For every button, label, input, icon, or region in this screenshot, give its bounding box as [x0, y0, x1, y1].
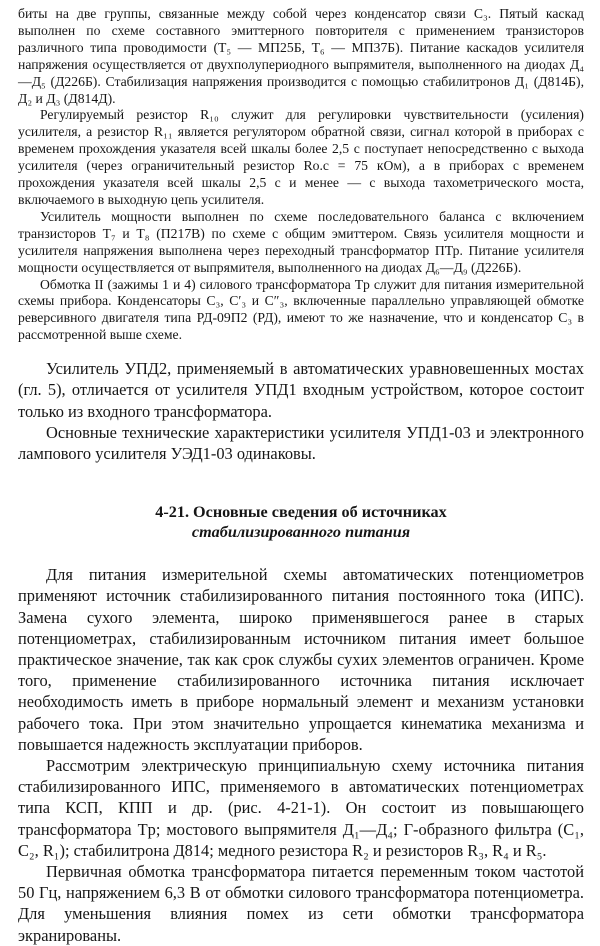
paragraph-characteristics: Основные технические характеристики усилителя УПД1-03 и электронного лампового усилителя УЭД1-03 одинаковы. — [18, 422, 584, 463]
paragraph-power-amplifier: Усилитель мощности выполнен по схеме последовательного баланса с включением транзисторов T₇ и T₈ (П217В) по схеме с общим эмиттером. Связь усилителя мощности и усилителя напряжения выполнена через переходный трансформатор ПТр. Питание усилителя мощности осуществляется от выпрямителя, выполненного на диодах Д₆—Д₉ (Д226Б). — [18, 208, 584, 275]
main-text-top — [18, 358, 584, 464]
paragraph-ips-circuit: Рассмотрим электрическую принципиальную схему источника питания стабилизированного ИПС, применяемого в автоматических потенциометрах типа КСП, КПП и др. (рис. 4-21-1). Он состоит из повышающего трансформатора Tр; мостового выпрямителя Д₁—Д₄; Г-образного фильтра (C₁, C₂, R₁); стабилитрона Д814; медного резистора R₂ и резисторов R₃, R₄ и R₅. — [18, 755, 584, 860]
section-title: 4-21. Основные сведения об источниках — [155, 503, 447, 522]
paragraph-amplifier-cascades: биты на две группы, связанные между собой через конденсатор связи C₃. Пятый каскад выполнен по схеме составного эмиттерного повторителя с применением транзисторов различного типа проводимости (T₅ — МП25Б, T₆ — МП37Б). Питание каскадов усилителя напряжения осуществляется от двухполупериодного выпрямителя, выполненного на диодах Д₄—Д₅ (Д226Б). Стабилизация напряжения производится с помощью стабилитронов Д₁ (Д814Б), Д₂ и Д₃ (Д814Д). — [18, 6, 584, 106]
small-print-block — [18, 6, 584, 344]
main-text-bottom — [18, 564, 584, 946]
paragraph-sensitivity-regulation: Регулируемый резистор R₁₀ служит для регулировки чувствительности (усиления) усилителя, а резистор R₁₁ является регулятором обратной связи, сигнал которой в приборах с временем прохождения указателя всей шкалы более 2,5 с поступает непосредственно с выхода усилителя (через ограничительный резистор Rо.с = 75 кОм), а в приборах с временем прохождения указателя всей шкалы 2,5 с и менее — с выхода тахометрического моста, включаемого в выходную цепь усилителя. — [18, 107, 584, 207]
paragraph-transformer-winding: Обмотка II (зажимы 1 и 4) силового трансформатора Tр служит для питания измерительной схемы прибора. Конденсаторы C₃, C′₃ и C″₃, включенные параллельно управляющей обмотке реверсивного двигателя типа РД-09П2 (РД), имеют то же назначение, что и конденсатор C₃ в рассмотренной выше схеме. — [18, 276, 584, 343]
paragraph-ips-intro: Для питания измерительной схемы автоматических потенциометров применяют источник стабилизированного питания постоянного тока (ИПС). Замена сухого элемента, широко применявшегося ранее в старых потенциометрах, стабилизированным источником питания имеет большое практическое значение, так как срок службы сухих элементов ограничен. Кроме того, применение стабилизированного источника питания исключает необходимость иметь в приборе нормальный элемент и механизм установки рабочего тока. При этом значительно упрощается кинематика механизма и повышается надежность эксплуатации приборов. — [18, 565, 584, 754]
paragraph-upd2: Усилитель УПД2, применяемый в автоматических уравновешенных мостах (гл. 5), отличается от усилителя УПД1 входным устройством, которое состоит только из входного трансформатора. — [18, 359, 584, 421]
paragraph-primary-winding: Первичная обмотка трансформатора питается переменным током частотой 50 Гц, напряжением 6,3 В от обмотки силового трансформатора потенциометра. Для уменьшения влияния помех из сети обмотки трансформатора экранированы. — [18, 861, 584, 945]
section-subtitle: стабилизированного питания — [191, 523, 411, 542]
section-heading — [18, 502, 584, 542]
